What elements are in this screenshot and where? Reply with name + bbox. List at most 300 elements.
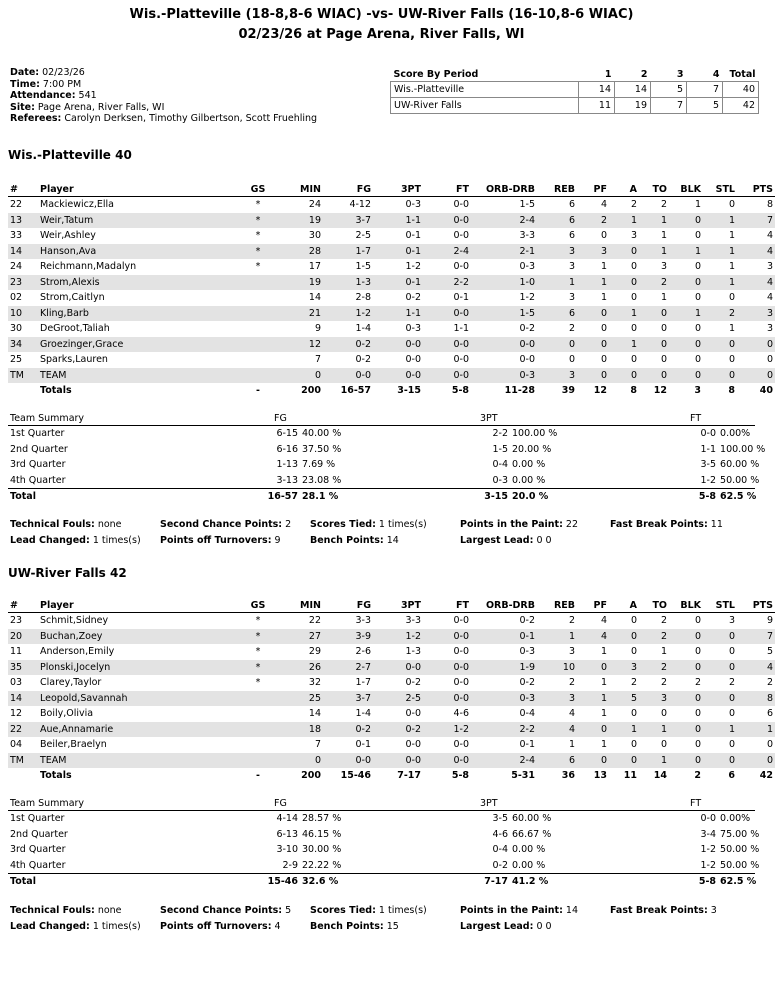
misc-second-chance bbox=[160, 517, 291, 533]
total-3pt: 3-15 bbox=[397, 385, 421, 397]
cell-blk: 0 bbox=[694, 292, 701, 304]
cell-to: 2 bbox=[639, 275, 669, 291]
cell-3pt: 1-1 bbox=[373, 213, 423, 229]
cell-a: 0 bbox=[630, 708, 637, 720]
game-subtitle: 02/23/26 at Page Arena, River Falls, WI bbox=[238, 27, 525, 42]
player-row bbox=[8, 337, 775, 353]
summary-fg-made: 3-10 bbox=[276, 844, 298, 856]
cell-blk: 0 bbox=[694, 739, 701, 751]
cell-ft: 1-1 bbox=[453, 323, 469, 335]
cell-pts: 4 bbox=[737, 660, 775, 676]
score-by-period-title: Score By Period bbox=[393, 69, 479, 80]
cell-3pt: 3-3 bbox=[405, 615, 421, 627]
cell-a: 0 bbox=[609, 368, 639, 384]
cell-to: 1 bbox=[660, 646, 667, 658]
misc-value: none bbox=[97, 905, 122, 916]
cell-to: 1 bbox=[660, 230, 667, 242]
cell-3pt: 0-3 bbox=[405, 323, 421, 335]
cell-pf: 1 bbox=[600, 292, 607, 304]
cell-orb-drb: 0-3 bbox=[519, 261, 535, 273]
game-title: Wis.-Platteville (18-8,8-6 WIAC) -vs- UW-River Falls (16-10,8-6 WIAC) bbox=[129, 7, 634, 22]
cell-stl: 0 bbox=[728, 708, 735, 720]
cell-a: 0 bbox=[630, 292, 637, 304]
cell-pts: 0 bbox=[737, 368, 775, 384]
cell-orb-drb: 0-2 bbox=[519, 615, 535, 627]
cell-fg: 0-0 bbox=[323, 368, 373, 384]
player-row bbox=[8, 228, 775, 244]
cell-player: Groezinger,Grace bbox=[38, 337, 238, 353]
cell-fg: 1-4 bbox=[355, 708, 371, 720]
site-label: Site: bbox=[10, 101, 35, 113]
total-pts: 42 bbox=[759, 770, 773, 782]
score-cell: 42 bbox=[723, 98, 759, 114]
summary-total-3pt-pct: 20.0 % bbox=[510, 489, 660, 505]
misc-value: 0 0 bbox=[536, 535, 552, 546]
summary-fg-made: 6-13 bbox=[276, 828, 298, 840]
cell-fg: 0-0 bbox=[323, 753, 373, 769]
cell-blk: 0 bbox=[669, 722, 703, 738]
total-fg: 15-46 bbox=[340, 770, 371, 782]
cell-reb: 2 bbox=[568, 615, 575, 627]
cell-pts: 5 bbox=[766, 646, 773, 658]
summary-period: 4th Quarter bbox=[10, 474, 66, 486]
team-summary-row bbox=[8, 827, 755, 843]
cell-3pt: 0-0 bbox=[373, 660, 423, 676]
date-value: 02/23/26 bbox=[42, 67, 85, 78]
cell-orb-drb: 0-4 bbox=[519, 708, 535, 720]
attendance-label: Attendance: bbox=[10, 90, 76, 101]
team-summary-total-row bbox=[8, 489, 755, 505]
column-header-fg: FG bbox=[323, 598, 373, 613]
cell-orb-drb: 1-5 bbox=[519, 199, 535, 211]
misc-label: Lead Changed: bbox=[10, 921, 90, 932]
cell-to: 0 bbox=[660, 323, 667, 335]
cell-reb: 4 bbox=[568, 708, 575, 720]
score-by-period-header bbox=[391, 68, 759, 82]
team-summary-total-row bbox=[8, 874, 755, 890]
total-number bbox=[8, 383, 38, 399]
cell-pts: 3 bbox=[766, 323, 773, 335]
cell-a: 1 bbox=[609, 722, 639, 738]
cell-min: 21 bbox=[278, 306, 323, 322]
misc-label: Scores Tied: bbox=[310, 905, 376, 916]
cell-pf: 2 bbox=[577, 213, 609, 229]
cell-stl: 0 bbox=[703, 368, 737, 384]
cell-to: 3 bbox=[639, 691, 669, 707]
date-line bbox=[10, 67, 317, 79]
cell-reb: 6 bbox=[537, 753, 577, 769]
cell-orb-drb: 0-0 bbox=[471, 337, 537, 353]
cell-min: 32 bbox=[308, 677, 321, 689]
cell-blk: 0 bbox=[669, 368, 703, 384]
cell-reb: 6 bbox=[537, 213, 577, 229]
cell-reb: 3 bbox=[537, 244, 577, 260]
cell-pts: 6 bbox=[766, 708, 773, 720]
summary-period: 2nd Quarter bbox=[10, 828, 68, 840]
misc-largest-lead bbox=[460, 533, 552, 549]
misc-lead-changed bbox=[10, 919, 141, 935]
cell-pf: 0 bbox=[577, 368, 609, 384]
cell-gs bbox=[238, 352, 278, 368]
player-row bbox=[8, 259, 775, 275]
period-header: 4 bbox=[712, 69, 720, 80]
cell-to: 2 bbox=[660, 199, 667, 211]
summary-3pt-made: 1-5 bbox=[492, 443, 509, 455]
cell-pf: 1 bbox=[600, 646, 607, 658]
cell-min: 22 bbox=[308, 615, 321, 627]
cell-fg: 0-2 bbox=[323, 722, 373, 738]
cell-min: 19 bbox=[278, 213, 323, 229]
summary-3pt-made: 0-4 bbox=[492, 844, 509, 856]
summary-ft-made: 0-0 bbox=[700, 813, 717, 825]
misc-bench bbox=[310, 919, 399, 935]
cell-pts: 8 bbox=[737, 691, 775, 707]
misc-label: Second Chance Points: bbox=[160, 905, 283, 916]
cell-ft: 0-0 bbox=[423, 306, 471, 322]
cell-ft: 1-2 bbox=[423, 722, 471, 738]
team-summary-ft-header: FT bbox=[660, 412, 755, 426]
cell-pf: 4 bbox=[600, 615, 607, 627]
summary-fg-made: 4-14 bbox=[276, 813, 298, 825]
cell-ft: 0-0 bbox=[453, 677, 469, 689]
cell-player: Mackiewicz,Ella bbox=[40, 199, 114, 211]
cell-pf: 0 bbox=[577, 753, 609, 769]
team-summary-header bbox=[8, 412, 755, 426]
cell-3pt: 1-2 bbox=[405, 261, 421, 273]
cell-pf: 0 bbox=[600, 323, 607, 335]
cell-3pt: 1-3 bbox=[405, 646, 421, 658]
score-cell: 5 bbox=[687, 98, 723, 114]
misc-value: 11 bbox=[710, 519, 723, 530]
cell-orb-drb: 2-2 bbox=[471, 722, 537, 738]
summary-3pt-pct: 66.67 % bbox=[512, 828, 552, 840]
total-blk: 3 bbox=[694, 385, 701, 397]
cell-orb-drb: 3-3 bbox=[519, 230, 535, 242]
cell-reb: 1 bbox=[537, 275, 577, 291]
cell-number: 22 bbox=[10, 199, 23, 211]
cell-blk: 0 bbox=[669, 337, 703, 353]
cell-gs bbox=[238, 337, 278, 353]
cell-blk: 0 bbox=[694, 323, 701, 335]
summary-3pt-made: 0-4 bbox=[492, 459, 509, 471]
cell-player: Buchan,Zoey bbox=[38, 629, 238, 645]
cell-pts: 8 bbox=[766, 199, 773, 211]
player-row bbox=[8, 753, 775, 769]
cell-3pt: 0-1 bbox=[405, 230, 421, 242]
cell-gs bbox=[238, 368, 278, 384]
summary-ft-made: 0-0 bbox=[700, 428, 717, 440]
cell-pts: 3 bbox=[766, 261, 773, 273]
summary-period: 3rd Quarter bbox=[10, 844, 66, 856]
team-summary-table bbox=[8, 412, 766, 505]
cell-fg: 4-12 bbox=[349, 199, 371, 211]
cell-blk: 0 bbox=[694, 354, 701, 366]
summary-fg-pct: 7.69 % bbox=[302, 459, 336, 471]
total-player: Totals bbox=[40, 385, 72, 397]
misc-label: Largest Lead: bbox=[460, 535, 534, 546]
cell-gs bbox=[238, 290, 278, 306]
misc-label: Technical Fouls: bbox=[10, 905, 95, 916]
cell-pf: 0 bbox=[577, 306, 609, 322]
cell-player: Sparks,Lauren bbox=[40, 354, 108, 366]
cell-a: 0 bbox=[630, 354, 637, 366]
cell-min: 24 bbox=[308, 199, 321, 211]
misc-off-turnovers bbox=[160, 533, 281, 549]
player-row bbox=[8, 197, 775, 213]
total-stl: 8 bbox=[728, 385, 735, 397]
misc-label: Technical Fouls: bbox=[10, 519, 95, 530]
cell-reb: 3 bbox=[568, 261, 575, 273]
cell-ft: 0-0 bbox=[453, 615, 469, 627]
misc-paint bbox=[460, 517, 578, 533]
misc-fast-break bbox=[610, 903, 717, 919]
cell-blk: 0 bbox=[694, 708, 701, 720]
misc-technical-fouls bbox=[10, 517, 122, 533]
misc-stats bbox=[10, 903, 750, 937]
totals-row bbox=[8, 383, 775, 399]
cell-pf: 0 bbox=[577, 660, 609, 676]
cell-fg: 3-7 bbox=[323, 691, 373, 707]
team-summary-row bbox=[8, 426, 755, 442]
cell-3pt: 0-0 bbox=[405, 739, 421, 751]
cell-number: 14 bbox=[8, 244, 38, 260]
cell-ft: 0-0 bbox=[423, 691, 471, 707]
column-header-blk: BLK bbox=[669, 598, 703, 613]
summary-period: 1st Quarter bbox=[10, 813, 65, 825]
total-reb: 36 bbox=[561, 770, 575, 782]
box-score-header bbox=[8, 182, 775, 197]
cell-ft: 2-4 bbox=[423, 244, 471, 260]
total-player: Totals bbox=[40, 770, 72, 782]
cell-a: 5 bbox=[609, 691, 639, 707]
cell-min: 14 bbox=[308, 708, 321, 720]
column-header-pf: PF bbox=[577, 182, 609, 197]
team-summary-table bbox=[8, 797, 760, 890]
total-to: 14 bbox=[653, 770, 667, 782]
cell-blk: 0 bbox=[694, 646, 701, 658]
cell-fg: 3-9 bbox=[323, 629, 373, 645]
column-header-gs: GS bbox=[238, 182, 278, 197]
cell-number: 11 bbox=[10, 646, 23, 658]
cell-stl: 1 bbox=[703, 275, 737, 291]
cell-pts: 4 bbox=[737, 244, 775, 260]
misc-value: 0 0 bbox=[536, 921, 552, 932]
cell-fg: 1-7 bbox=[323, 244, 373, 260]
cell-ft: 2-2 bbox=[423, 275, 471, 291]
cell-pts: 0 bbox=[766, 739, 773, 751]
team-title: Wis.-Platteville 40 bbox=[8, 148, 132, 162]
cell-min: 0 bbox=[278, 753, 323, 769]
cell-reb: 0 bbox=[537, 337, 577, 353]
column-header-ft: FT bbox=[423, 182, 471, 197]
cell-reb: 3 bbox=[568, 292, 575, 304]
cell-3pt: 0-2 bbox=[373, 722, 423, 738]
cell-ft: 0-0 bbox=[423, 213, 471, 229]
cell-orb-drb: 0-1 bbox=[519, 739, 535, 751]
summary-total-fg-pct: 28.1 % bbox=[300, 489, 450, 505]
cell-pts: 4 bbox=[737, 275, 775, 291]
misc-lead-changed bbox=[10, 533, 141, 549]
cell-to: 0 bbox=[660, 354, 667, 366]
player-row bbox=[8, 706, 775, 722]
cell-3pt: 0-0 bbox=[373, 368, 423, 384]
period-header: 2 bbox=[640, 69, 648, 80]
cell-ft: 0-0 bbox=[453, 354, 469, 366]
cell-player: Anderson,Emily bbox=[40, 646, 115, 658]
misc-value: 22 bbox=[565, 519, 578, 530]
summary-ft-made: 3-5 bbox=[700, 459, 717, 471]
cell-to: 0 bbox=[639, 306, 669, 322]
cell-pf: 0 bbox=[577, 722, 609, 738]
total-blk: 2 bbox=[694, 770, 701, 782]
summary-ft-made: 1-2 bbox=[700, 859, 717, 871]
misc-value: 15 bbox=[386, 921, 399, 932]
cell-min: 9 bbox=[314, 323, 321, 335]
cell-stl: 0 bbox=[703, 660, 737, 676]
column-header-number: # bbox=[8, 182, 38, 197]
player-row bbox=[8, 244, 775, 260]
cell-ft: 4-6 bbox=[453, 708, 469, 720]
team-summary-row bbox=[8, 842, 755, 858]
cell-a: 0 bbox=[630, 646, 637, 658]
cell-min: 30 bbox=[308, 230, 321, 242]
misc-value: 9 bbox=[274, 535, 281, 546]
cell-orb-drb: 1-9 bbox=[471, 660, 537, 676]
cell-player: TEAM bbox=[38, 753, 238, 769]
cell-number: 02 bbox=[10, 292, 23, 304]
box-score-table bbox=[8, 182, 775, 399]
cell-a: 1 bbox=[609, 337, 639, 353]
cell-to: 3 bbox=[660, 261, 667, 273]
misc-value: 4 bbox=[274, 921, 281, 932]
column-header-to: TO bbox=[639, 182, 669, 197]
column-header-orb-drb: ORB-DRB bbox=[471, 182, 537, 197]
misc-label: Points off Turnovers: bbox=[160, 535, 272, 546]
misc-label: Bench Points: bbox=[310, 921, 384, 932]
cell-a: 1 bbox=[609, 213, 639, 229]
cell-pts: 4 bbox=[766, 292, 773, 304]
cell-gs: * bbox=[255, 615, 261, 627]
column-header-gs: GS bbox=[238, 598, 278, 613]
score-row bbox=[391, 82, 759, 98]
cell-ft: 0-0 bbox=[423, 660, 471, 676]
cell-reb: 4 bbox=[537, 722, 577, 738]
summary-fg-made: 3-13 bbox=[276, 474, 298, 486]
total-min: 200 bbox=[301, 770, 321, 782]
cell-gs: * bbox=[255, 199, 261, 211]
misc-value: 1 times(s) bbox=[378, 905, 427, 916]
summary-3pt-made: 0-3 bbox=[492, 474, 509, 486]
column-header-stl: STL bbox=[703, 182, 737, 197]
cell-stl: 1 bbox=[703, 244, 737, 260]
cell-min: 14 bbox=[308, 292, 321, 304]
cell-orb-drb: 0-1 bbox=[471, 629, 537, 645]
cell-stl: 0 bbox=[703, 337, 737, 353]
cell-player: Strom,Alexis bbox=[38, 275, 238, 291]
cell-ft: 0-0 bbox=[453, 646, 469, 658]
summary-total-fg-made: 16-57 bbox=[244, 489, 300, 505]
misc-label: Points off Turnovers: bbox=[160, 921, 272, 932]
game-meta bbox=[10, 67, 317, 125]
summary-ft-made: 1-1 bbox=[700, 443, 717, 455]
cell-gs bbox=[238, 691, 278, 707]
total-min: 200 bbox=[301, 385, 321, 397]
cell-reb: 6 bbox=[568, 230, 575, 242]
column-header-blk: BLK bbox=[669, 182, 703, 197]
cell-pf: 3 bbox=[577, 244, 609, 260]
summary-fg-pct: 23.08 % bbox=[302, 474, 342, 486]
summary-3pt-made: 0-2 bbox=[492, 859, 509, 871]
score-cell: 5 bbox=[651, 82, 687, 98]
cell-to: 0 bbox=[660, 708, 667, 720]
team-summary-row bbox=[8, 811, 755, 827]
cell-player: Aue,Annamarie bbox=[38, 722, 238, 738]
player-row bbox=[8, 629, 775, 645]
cell-reb: 3 bbox=[537, 368, 577, 384]
cell-reb: 6 bbox=[537, 306, 577, 322]
cell-blk: 0 bbox=[669, 275, 703, 291]
score-team: Wis.-Platteville bbox=[391, 82, 579, 98]
period-header: 3 bbox=[676, 69, 684, 80]
cell-blk: 0 bbox=[669, 753, 703, 769]
referees-value: Carolyn Derksen, Timothy Gilbertson, Scott Fruehling bbox=[64, 113, 318, 124]
column-header-3pt: 3PT bbox=[373, 598, 423, 613]
summary-total-period: Total bbox=[8, 489, 244, 505]
cell-min: 26 bbox=[278, 660, 323, 676]
site-value: Page Arena, River Falls, WI bbox=[37, 101, 165, 113]
cell-fg: 3-7 bbox=[323, 213, 373, 229]
team-summary-fg-header: FG bbox=[244, 412, 450, 426]
misc-second-chance bbox=[160, 903, 291, 919]
cell-gs bbox=[238, 306, 278, 322]
cell-pts: 4 bbox=[766, 230, 773, 242]
score-cell: 14 bbox=[579, 82, 615, 98]
team-summary-row bbox=[8, 858, 755, 874]
summary-fg-pct: 30.00 % bbox=[302, 844, 342, 856]
cell-orb-drb: 1-0 bbox=[471, 275, 537, 291]
cell-gs: * bbox=[238, 244, 278, 260]
cell-to: 2 bbox=[660, 615, 667, 627]
cell-blk: 1 bbox=[694, 199, 701, 211]
misc-label: Fast Break Points: bbox=[610, 905, 708, 916]
cell-number: 10 bbox=[8, 306, 38, 322]
summary-period: 3rd Quarter bbox=[10, 459, 66, 471]
cell-pts: 1 bbox=[737, 722, 775, 738]
cell-min: 27 bbox=[278, 629, 323, 645]
cell-orb-drb: 1-5 bbox=[471, 306, 537, 322]
summary-3pt-pct: 0.00 % bbox=[512, 459, 546, 471]
misc-value: 1 times(s) bbox=[92, 921, 141, 932]
cell-fg: 1-7 bbox=[355, 677, 371, 689]
cell-min: 7 bbox=[314, 739, 321, 751]
cell-min: 7 bbox=[314, 354, 321, 366]
cell-a: 2 bbox=[630, 199, 637, 211]
cell-number: 04 bbox=[10, 739, 23, 751]
column-header-pts: PTS bbox=[737, 182, 775, 197]
cell-a: 0 bbox=[630, 323, 637, 335]
score-team: UW-River Falls bbox=[391, 98, 579, 114]
cell-number: 30 bbox=[10, 323, 23, 335]
cell-min: 29 bbox=[308, 646, 321, 658]
column-header-fg: FG bbox=[323, 182, 373, 197]
cell-fg: 3-3 bbox=[355, 615, 371, 627]
column-header-pf: PF bbox=[577, 598, 609, 613]
summary-fg-made: 2-9 bbox=[282, 859, 298, 871]
cell-min: 12 bbox=[278, 337, 323, 353]
player-row bbox=[8, 660, 775, 676]
team-summary-title: Team Summary bbox=[8, 412, 244, 426]
summary-3pt-made: 3-5 bbox=[492, 813, 509, 825]
